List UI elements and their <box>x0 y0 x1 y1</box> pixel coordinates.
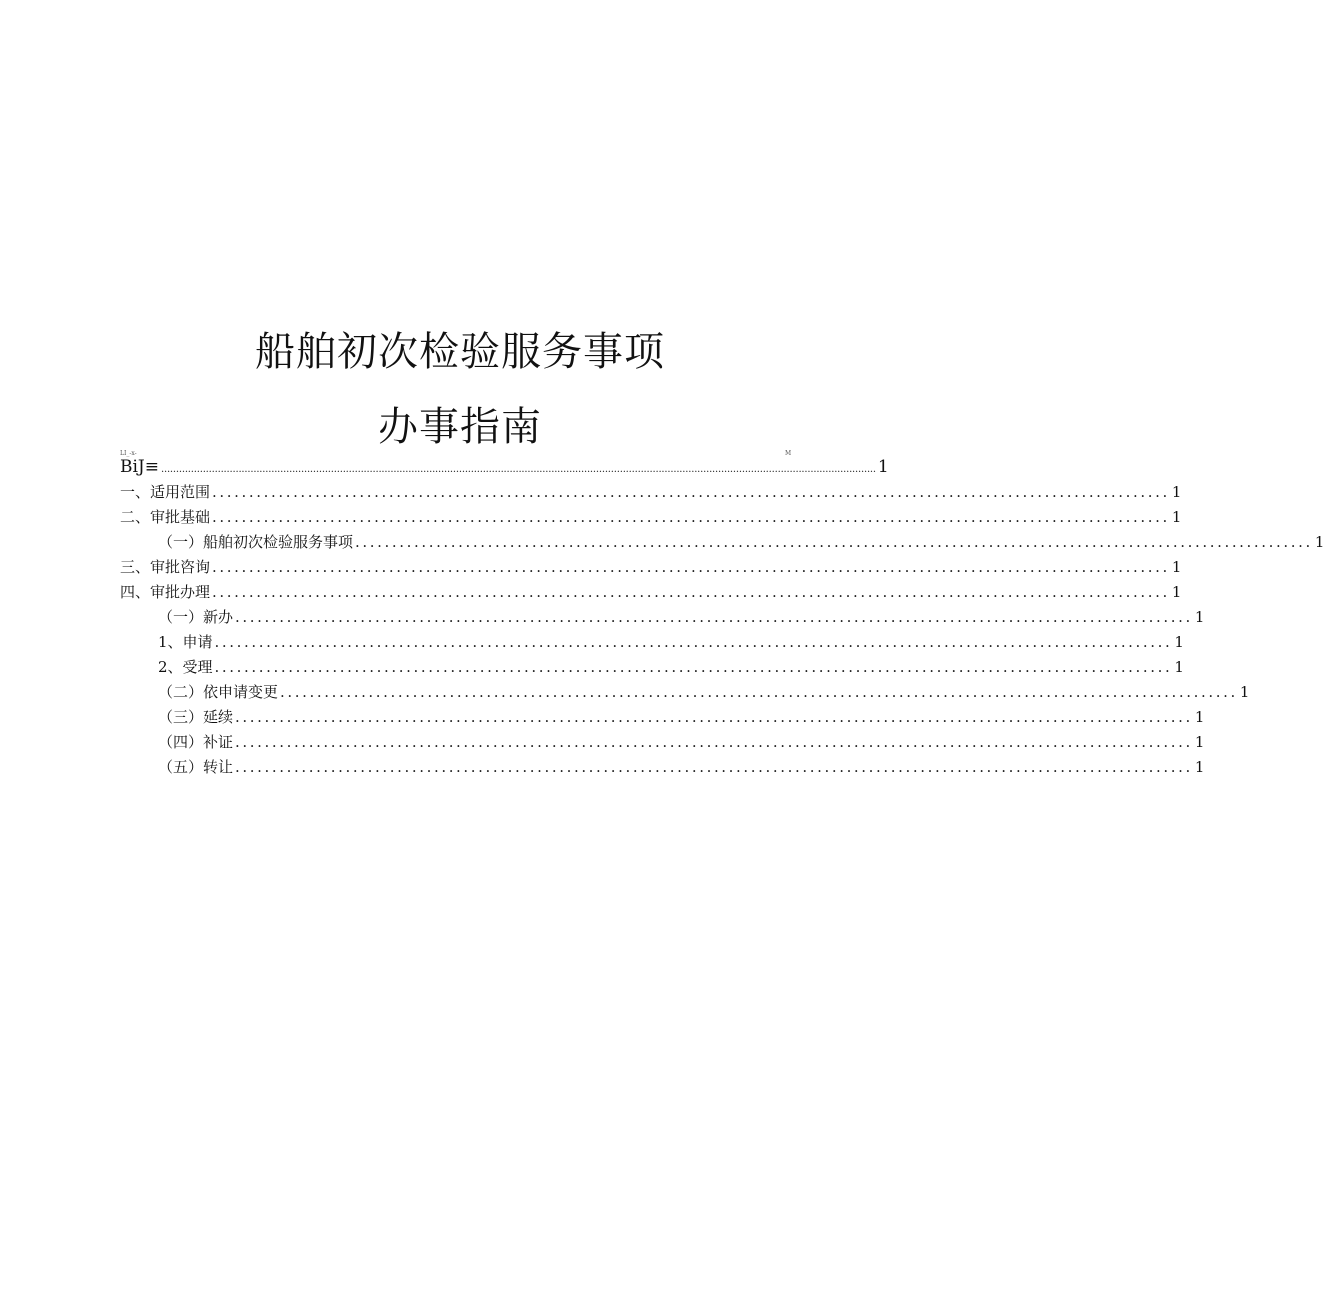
document-subtitle: 办事指南 <box>378 404 542 450</box>
toc-entry-page: 1 <box>1194 708 1205 726</box>
toc-entry-label: 三、审批咨询 <box>120 558 211 576</box>
toc-dot-leader: .................................................................................................................................. <box>212 508 1170 526</box>
toc-entry-page: 1 <box>1174 658 1184 676</box>
toc-entry[interactable] <box>120 555 1182 580</box>
toc-entry-label: 2、受理 <box>158 658 213 676</box>
toc-entry[interactable] <box>120 480 1182 505</box>
table-of-contents <box>120 455 1324 780</box>
toc-entry-label: 四、审批办理 <box>120 583 211 601</box>
toc-entry[interactable] <box>120 705 1205 730</box>
toc-entry-label: 一、适用范围 <box>120 483 211 501</box>
toc-entry[interactable] <box>120 755 1205 780</box>
toc-entry[interactable] <box>120 580 1182 605</box>
toc-entry-label: （一）船舶初次检验服务事项 <box>158 533 354 551</box>
toc-entry-page: 1 <box>1194 608 1205 626</box>
toc-dot-leader: .................................................................................................................................. <box>355 533 1313 551</box>
toc-entry-page: 1 <box>1314 533 1324 551</box>
toc-entry-page: 1 <box>1171 483 1182 501</box>
toc-entry-label: （五）转让 <box>158 758 234 776</box>
toc-entry-page: 1 <box>1171 508 1182 526</box>
toc-entry-label: （一）新办 <box>158 608 234 626</box>
toc-entry-label: 二、审批基础 <box>120 508 211 526</box>
toc-entry-label: （二）依申请变更 <box>158 683 279 701</box>
toc-entry-page: 1 <box>1194 733 1205 751</box>
toc-entry-label: （四）补证 <box>158 733 234 751</box>
toc-header-mark-right: M <box>785 450 792 457</box>
toc-entry[interactable] <box>120 505 1182 530</box>
toc-entry[interactable] <box>120 605 1205 630</box>
toc-entry-label: 1、申请 <box>158 633 213 651</box>
toc-entry[interactable] <box>120 455 889 480</box>
toc-dot-leader: .................................................................................................................................. <box>280 683 1238 701</box>
toc-entry-label: （三）延续 <box>158 708 234 726</box>
toc-dot-leader: .................................................................................................................................. <box>212 558 1170 576</box>
toc-entry-page: 1 <box>1174 633 1184 651</box>
toc-dot-leader: .................................................................................................................................. <box>235 608 1193 626</box>
toc-entry-page: 1 <box>1171 583 1182 601</box>
toc-dot-leader: .................................................................................................................................. <box>212 483 1170 501</box>
toc-entry[interactable] <box>120 630 1184 655</box>
toc-dot-leader: .................................................................................................................................. <box>214 658 1173 676</box>
toc-entry[interactable] <box>120 530 1324 555</box>
toc-dot-leader: .................................................................................................................................. <box>235 758 1193 776</box>
toc-entry-page: 1 <box>877 457 889 477</box>
toc-dot-leader: ................................................................................................................................................................................................................................................ <box>161 464 876 475</box>
toc-entry-label: BiJ≡ <box>120 457 159 477</box>
toc-dot-leader: .................................................................................................................................. <box>235 708 1193 726</box>
toc-dot-leader: .................................................................................................................................. <box>235 733 1193 751</box>
toc-entry-page: 1 <box>1239 683 1250 701</box>
toc-dot-leader: .................................................................................................................................. <box>214 633 1173 651</box>
document-title: 船舶初次检验服务事项 <box>255 329 665 375</box>
toc-entry-page: 1 <box>1194 758 1205 776</box>
toc-entry[interactable] <box>120 730 1205 755</box>
toc-dot-leader: .................................................................................................................................. <box>212 583 1170 601</box>
toc-entry[interactable] <box>120 655 1184 680</box>
toc-header-mark-left: LI_-x- <box>120 450 137 457</box>
toc-entry[interactable] <box>120 680 1250 705</box>
toc-entry-page: 1 <box>1171 558 1182 576</box>
